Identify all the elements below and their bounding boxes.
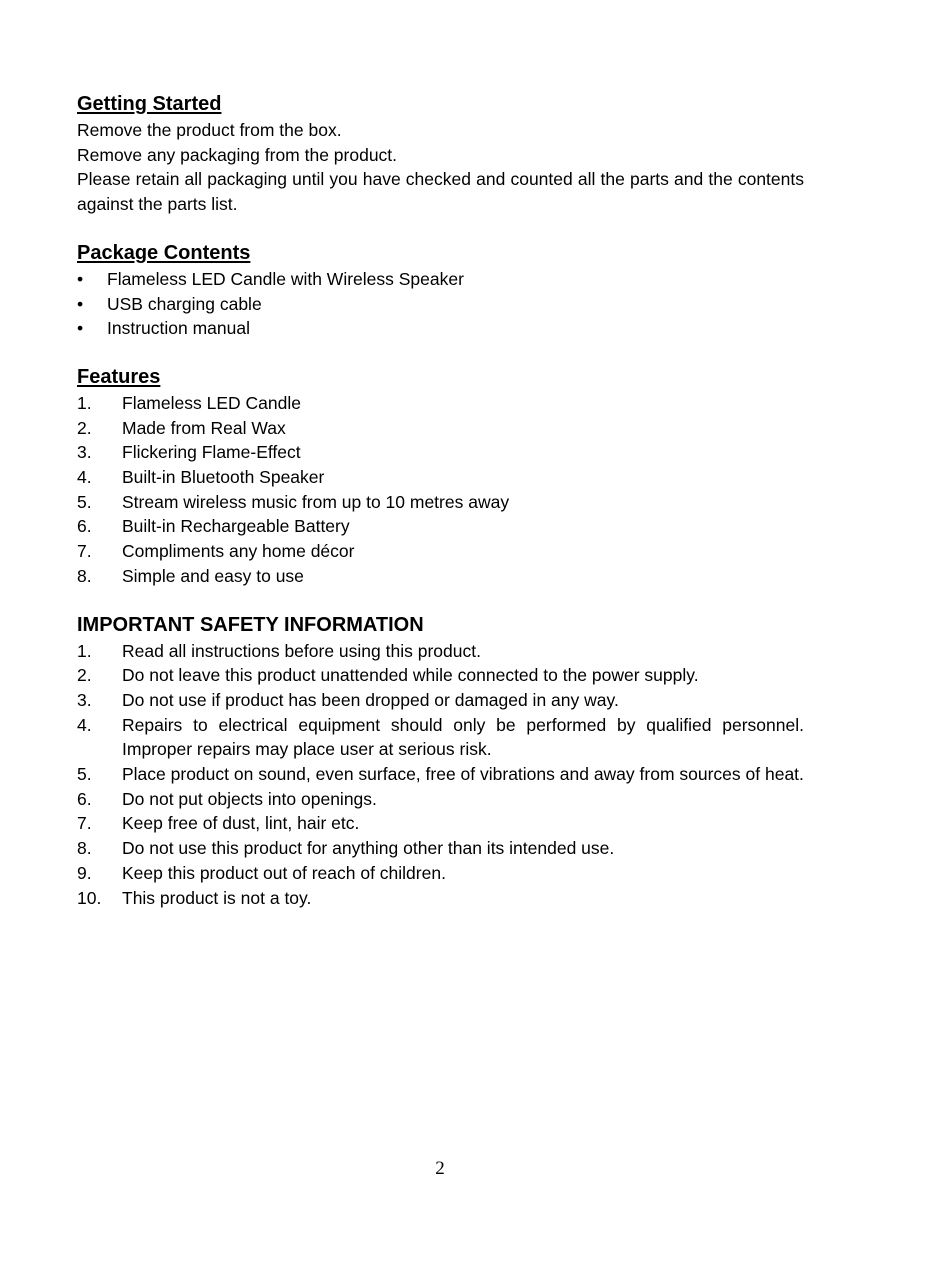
list-item [77, 440, 804, 465]
getting-started-line: Remove any packaging from the product. [77, 144, 398, 165]
getting-started-section [77, 90, 804, 217]
getting-started-line: Remove the product from the box. [77, 120, 342, 140]
item-number: 7. [77, 541, 92, 562]
manual-page [77, 90, 804, 910]
list-item-text: Do not put objects into openings. [122, 788, 377, 809]
list-item-text: Simple and easy to use [122, 565, 304, 586]
item-number: 6. [77, 788, 92, 809]
list-item [77, 886, 804, 911]
list-item [77, 564, 804, 589]
list-item [77, 465, 804, 490]
list-item-text: Stream wireless music from up to 10 metres away [122, 491, 510, 512]
list-item [77, 762, 804, 787]
list-item-text: This product is not a toy. [122, 887, 312, 908]
item-number: 1. [77, 392, 92, 413]
list-item [77, 836, 804, 861]
item-number: 4. [77, 467, 92, 488]
features-list [77, 391, 804, 589]
list-item [77, 514, 804, 539]
item-number: 1. [77, 640, 92, 661]
list-item-text: Do not use if product has been dropped or damaged in any way. [122, 689, 619, 710]
item-number: 7. [77, 813, 92, 834]
page-number: 2 [435, 1158, 445, 1179]
item-number: 8. [77, 565, 92, 586]
item-number: 9. [77, 862, 92, 883]
list-item [77, 316, 804, 341]
list-item [77, 663, 804, 688]
bullet-icon: • [77, 293, 84, 314]
item-number: 2. [77, 665, 92, 686]
list-item [77, 292, 804, 317]
bullet-icon: • [77, 268, 84, 289]
list-item-text: Flameless LED Candle with Wireless Speaker [107, 268, 464, 289]
item-number: 6. [77, 516, 92, 537]
list-item-text: Compliments any home décor [122, 541, 355, 562]
features-section [77, 363, 804, 589]
item-number: 4. [77, 714, 92, 735]
item-number: 5. [77, 491, 92, 512]
item-number: 3. [77, 689, 92, 710]
list-item [77, 490, 804, 515]
safety-heading: IMPORTANT SAFETY INFORMATION [77, 613, 424, 636]
list-item-text: Place product on sound, even surface, free of vibrations and away from sources of heat. [122, 764, 804, 785]
item-number: 2. [77, 417, 92, 438]
list-item-text: Do not leave this product unattended while connected to the power supply. [122, 665, 699, 686]
package-contents-list [77, 267, 804, 341]
list-item [77, 391, 804, 416]
list-item [77, 267, 804, 292]
list-item-text: Built-in Bluetooth Speaker [122, 467, 325, 488]
list-item-text: Keep free of dust, lint, hair etc. [122, 813, 360, 834]
list-item [77, 787, 804, 812]
getting-started-paragraph: Please retain all packaging until you have checked and counted all the parts and the contents against the parts list. [77, 169, 804, 215]
safety-list [77, 639, 804, 911]
list-item [77, 639, 804, 664]
list-item-text: Built-in Rechargeable Battery [122, 516, 350, 537]
item-number: 3. [77, 442, 92, 463]
list-item-text: Repairs to electrical equipment should only be performed by qualified personnel. Improper repairs may place user at serious risk. [122, 714, 804, 760]
package-contents-section [77, 239, 804, 341]
safety-section [77, 611, 804, 911]
list-item-text: Keep this product out of reach of children. [122, 862, 446, 883]
bullet-icon: • [77, 318, 84, 339]
list-item-text: Flickering Flame-Effect [122, 442, 301, 463]
list-item [77, 688, 804, 713]
list-item-text: Flameless LED Candle [122, 392, 301, 413]
list-item-text: Instruction manual [107, 318, 250, 339]
item-number: 8. [77, 838, 92, 859]
list-item-text: Do not use this product for anything other than its intended use. [122, 838, 615, 859]
package-contents-heading: Package Contents [77, 241, 251, 264]
item-number: 5. [77, 764, 92, 785]
list-item-text: Made from Real Wax [122, 417, 286, 438]
list-item-text: USB charging cable [107, 293, 262, 314]
list-item [77, 861, 804, 886]
list-item [77, 713, 804, 762]
features-heading: Features [77, 365, 161, 388]
list-item-text: Read all instructions before using this product. [122, 640, 481, 661]
list-item [77, 539, 804, 564]
item-number: 10. [77, 887, 102, 908]
list-item [77, 811, 804, 836]
getting-started-heading: Getting Started [77, 93, 222, 115]
list-item [77, 416, 804, 441]
